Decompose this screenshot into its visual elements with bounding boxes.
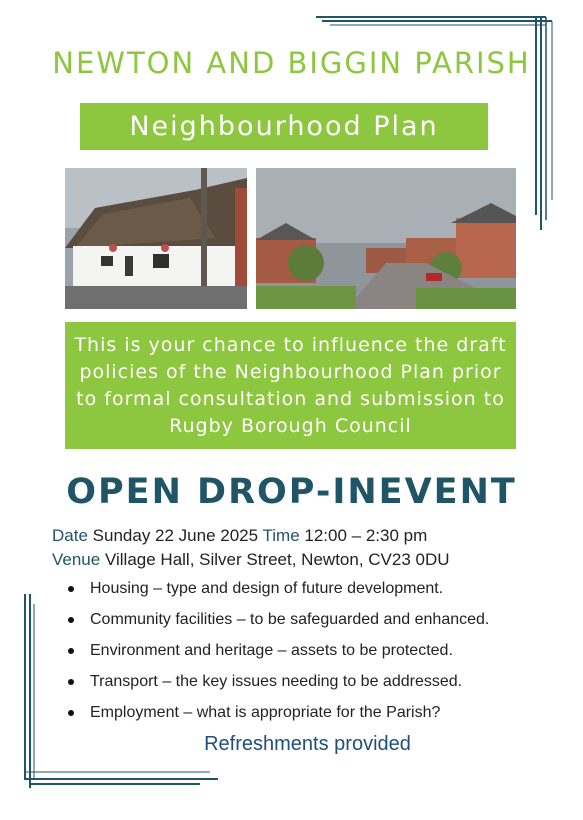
- event-details: [52, 524, 450, 572]
- date-label: Date: [52, 526, 88, 545]
- refreshments-note: Refreshments provided: [204, 733, 411, 755]
- time-value: 12:00 – 2:30 pm: [304, 526, 428, 545]
- list-item: Housing – type and design of future development.: [62, 578, 489, 609]
- intro-panel: [65, 322, 516, 449]
- street-photo: [256, 168, 516, 309]
- cottage-photo: [65, 168, 247, 309]
- plan-banner-text: Neighbourhood Plan: [129, 111, 439, 142]
- list-item: Transport – the key issues needing to be addressed.: [62, 671, 489, 702]
- plan-banner: [80, 103, 488, 150]
- intro-text: This is your chance to influence the draft policies of the Neighbourhood Plan prior to formal consultation and submission to Rugby Borough Council: [74, 333, 507, 437]
- date-value: Sunday 22 June 2025: [92, 526, 259, 545]
- list-item: Community facilities – to be safeguarded and enhanced.: [62, 609, 489, 640]
- event-headline: OPEN DROP-INEVENT: [66, 472, 517, 512]
- parish-title: NEWTON AND BIGGIN PARISH: [52, 46, 531, 80]
- venue-label: Venue: [52, 550, 101, 569]
- date-time-line: [52, 524, 450, 548]
- venue-value: Village Hall, Silver Street, Newton, CV23 0DU: [104, 550, 450, 569]
- venue-line: [52, 548, 450, 572]
- time-label: Time: [262, 526, 300, 545]
- topics-list: [62, 578, 489, 733]
- list-item: Employment – what is appropriate for the Parish?: [62, 702, 489, 733]
- list-item: Environment and heritage – assets to be protected.: [62, 640, 489, 671]
